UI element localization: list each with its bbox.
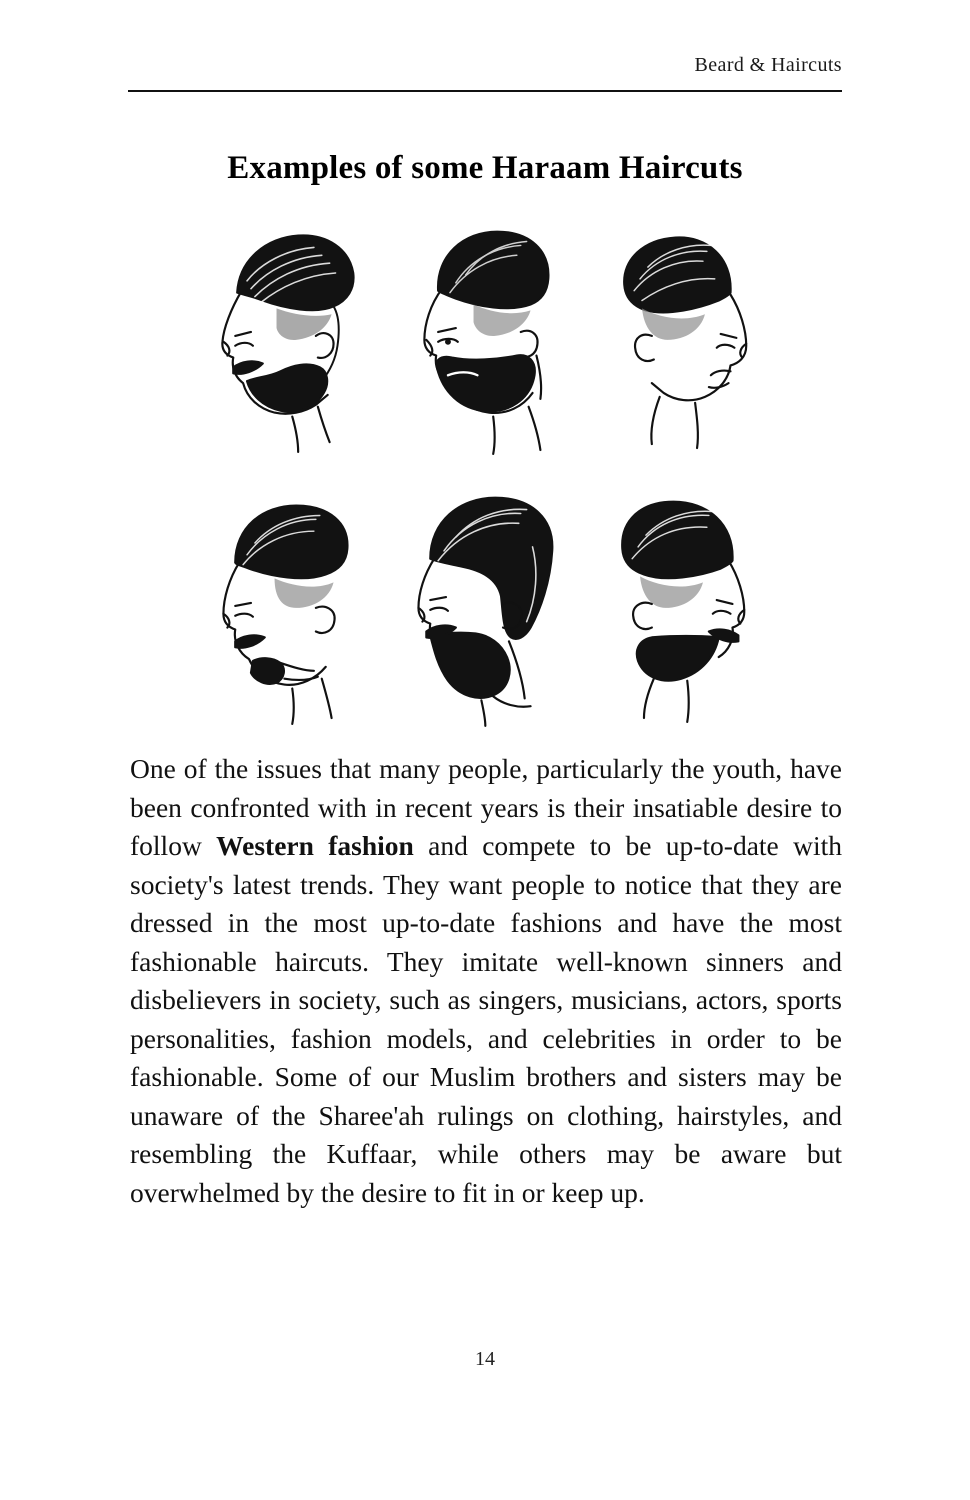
running-header: Beard & Haircuts [694,54,842,76]
paragraph-lead: One of the issues that many people, particularly the youth, have been confronted with in recent years is their insatiable desire to follow [130,753,842,861]
head-faux-hawk-full-beard-front-left [387,196,584,466]
head-slick-back-goatee-left-profile [190,466,387,736]
head-textured-quiff-clean-shaven-right-profile [583,196,780,466]
head-pompadour-beard-left-profile [190,196,387,466]
head-side-part-long-beard-left-profile [387,466,584,736]
header-divider [128,90,842,92]
page-title: Examples of some Haraam Haircuts [227,150,743,187]
paragraph-rest: and compete to be up-to-date with society's latest trends. They want people to notice that they are dressed in the most up-to-date fashions and have the most fashionable haircuts. They imitate well-known sinners and disbelievers in society, such as singers, musicians, actors, sports personalities, fashion models, and celebrities in order to be fashionable. Some of our Muslim brothers and sisters may be unaware of the Sharee'ah rulings on clothing, hairstyles, and resembling the Kuffaar, while others may be aware but overwhelmed by the desire to fit in or keep up. [130,830,842,1208]
paragraph-emphasis: Western fashion [216,830,414,861]
page-number: 14 [475,1348,495,1370]
body-paragraph [130,750,842,1212]
haircut-illustration-figure [190,196,780,736]
head-undercut-pompadour-beard-right-profile [583,466,780,736]
